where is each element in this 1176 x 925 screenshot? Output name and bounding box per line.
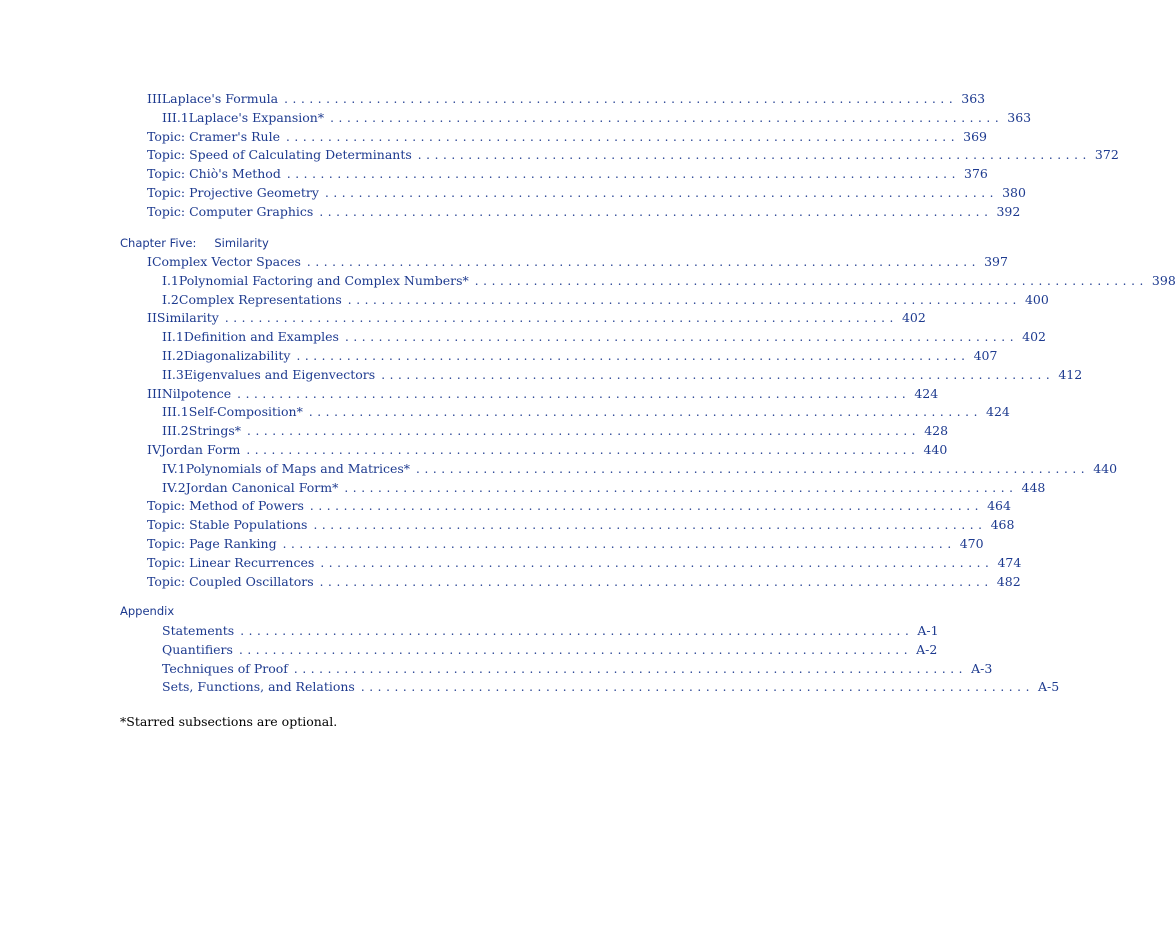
toc-entry-page: 402: [901, 310, 926, 326]
toc-entry-title: Complex Representations: [179, 290, 348, 309]
toc-entry-page: 464: [987, 498, 1011, 514]
toc-entry-page: 363: [961, 91, 986, 106]
toc-entry-page: 424: [986, 404, 1010, 420]
toc-entry-page: 402: [1022, 329, 1046, 345]
toc-entry-page: 369: [963, 128, 987, 144]
chapter-title: Similarity: [214, 236, 269, 250]
toc-entry[interactable]: [162, 677, 1060, 696]
toc-entry-page: 468: [990, 517, 1015, 533]
toc-entry[interactable]: [162, 271, 1176, 290]
toc-entry-title: Polynomial Factoring and Complex Numbers*: [179, 271, 475, 290]
toc-entry-title: Topic: Coupled Oscillators: [147, 572, 320, 591]
toc-entry-number: IV.1: [162, 460, 186, 476]
toc-entry[interactable]: [147, 308, 926, 327]
toc-entry-title: Topic: Method of Powers: [147, 496, 310, 515]
toc-entry-title: Nilpotence: [162, 384, 237, 403]
toc-entry-title: Complex Vector Spaces: [152, 252, 307, 271]
toc-entry[interactable]: [162, 421, 949, 440]
toc-entry[interactable]: [162, 478, 1046, 497]
dot-leader: ................................................................................: [224, 311, 898, 326]
toc-entry[interactable]: [147, 89, 986, 108]
toc-entry[interactable]: [147, 440, 948, 459]
toc-entry-page: 398: [1151, 272, 1176, 288]
toc-entry[interactable]: [162, 459, 1118, 478]
toc-entry-number: IV.2: [162, 479, 186, 495]
toc-entry-page: 400: [1024, 291, 1049, 307]
toc-entry-page: 380: [1002, 185, 1026, 200]
toc-entry-number: IV: [147, 442, 161, 457]
toc-entry[interactable]: [162, 659, 993, 678]
dot-leader: ................................................................................: [347, 292, 1021, 307]
toc-entry[interactable]: [162, 365, 1083, 384]
toc-entry-title: Polynomials of Maps and Matrices*: [186, 459, 416, 478]
toc-entry-title: Definition and Examples: [184, 327, 345, 346]
toc-entry[interactable]: [162, 327, 1046, 346]
toc-entry-title: Self-Composition*: [189, 402, 309, 421]
toc-entry-page: 372: [1094, 147, 1119, 163]
dot-leader: ................................................................................: [293, 661, 968, 676]
toc-entry-title: Statements: [162, 621, 240, 640]
toc-entry-page: A-1: [917, 623, 939, 638]
dot-leader: ................................................................................: [381, 367, 1055, 382]
dot-leader: ................................................................................: [313, 518, 987, 533]
dot-leader: ................................................................................: [309, 499, 984, 514]
dot-leader: ................................................................................: [319, 574, 993, 589]
dot-leader: ................................................................................: [306, 255, 981, 269]
toc-entry[interactable]: [147, 553, 1022, 572]
toc-entry-title: Diagonalizability: [184, 346, 297, 365]
toc-entry-page: 428: [924, 423, 949, 439]
toc-entry[interactable]: [147, 145, 1119, 164]
dot-leader: ................................................................................: [286, 167, 960, 182]
toc-entry-number: III.1: [162, 109, 189, 125]
dot-leader: ................................................................................: [344, 330, 1019, 345]
toc-entry-number: III.1: [162, 404, 189, 420]
toc-entry-number: II: [147, 310, 157, 326]
toc-entry[interactable]: [147, 252, 1008, 271]
toc-entry-number: III: [147, 385, 162, 401]
toc-entry-title: Laplace's Expansion*: [189, 108, 330, 127]
toc-entry-title: Topic: Linear Recurrences: [147, 553, 320, 572]
dot-leader: ................................................................................: [320, 555, 994, 570]
toc-entry[interactable]: [162, 621, 939, 640]
dot-leader: ................................................................................: [416, 461, 1090, 476]
toc-entry[interactable]: [147, 164, 988, 183]
dot-leader: ................................................................................: [324, 186, 999, 200]
appendix-label: Appendix: [120, 604, 175, 618]
dot-leader: ................................................................................: [296, 349, 970, 363]
toc-entry-page: 412: [1058, 366, 1083, 382]
toc-entry-title: Topic: Computer Graphics: [147, 202, 319, 221]
toc-entry-page: 440: [923, 442, 948, 457]
toc-entry-title: Sets, Functions, and Relations: [162, 677, 361, 696]
toc-entry[interactable]: [147, 202, 1021, 221]
dot-leader: ................................................................................: [360, 680, 1034, 695]
toc-entry-title: Laplace's Formula: [162, 89, 284, 108]
toc-entry-page: 440: [1093, 460, 1118, 476]
dot-leader: ................................................................................: [284, 92, 958, 106]
footnote: *Starred subsections are optional.: [120, 714, 338, 729]
dot-leader: ................................................................................: [308, 405, 982, 420]
dot-leader: ................................................................................: [330, 110, 1004, 125]
toc-entry-page: A-2: [916, 641, 938, 657]
toc-entry-number: I.1: [162, 272, 179, 288]
toc-entry-title: Topic: Page Ranking: [147, 534, 283, 553]
toc-entry-title: Topic: Stable Populations: [147, 515, 313, 534]
toc-entry-title: Topic: Chiò's Method: [147, 164, 287, 183]
toc-entry[interactable]: [147, 127, 987, 146]
toc-entry-number: II.3: [162, 366, 184, 382]
toc-entry-title: Jordan Form: [161, 440, 246, 459]
toc-entry-title: Topic: Projective Geometry: [147, 183, 325, 202]
toc-entry[interactable]: [147, 572, 1021, 591]
toc-entry-number: III: [147, 91, 162, 106]
toc-entry-title: Eigenvalues and Eigenvectors: [184, 365, 381, 384]
toc-entry-number: I.2: [162, 291, 179, 307]
dot-leader: ................................................................................: [240, 624, 914, 638]
toc-entry-title: Techniques of Proof: [162, 659, 294, 678]
dot-leader: ................................................................................: [417, 148, 1091, 163]
toc-entry-page: 392: [996, 203, 1021, 219]
toc-entry[interactable]: [147, 515, 1015, 534]
toc-entry[interactable]: [162, 402, 1010, 421]
toc-entry-title: Jordan Canonical Form*: [186, 478, 345, 497]
toc-entry-title: Strings*: [189, 421, 247, 440]
dot-leader: ................................................................................: [238, 642, 913, 657]
toc-entry-number: I: [147, 254, 152, 269]
toc-entry-page: A-5: [1038, 679, 1060, 695]
dot-leader: ................................................................................: [285, 129, 960, 144]
dot-leader: ................................................................................: [474, 273, 1148, 288]
dot-leader: ................................................................................: [247, 424, 921, 439]
toc-entry-page: 482: [996, 573, 1021, 589]
toc-entry[interactable]: [147, 496, 1011, 515]
toc-entry[interactable]: [162, 290, 1049, 309]
toc-entry-page: 376: [964, 166, 988, 182]
toc-entry[interactable]: [162, 346, 998, 365]
toc-entry[interactable]: [162, 640, 938, 659]
dot-leader: ................................................................................: [246, 443, 920, 457]
chapter-five-heading[interactable]: [120, 234, 269, 253]
dot-leader: ................................................................................: [237, 386, 911, 401]
appendix-heading[interactable]: [120, 602, 174, 621]
toc-entry-page: 448: [1021, 479, 1046, 495]
dot-leader: ................................................................................: [344, 480, 1018, 495]
toc-entry-title: Quantifiers: [162, 640, 239, 659]
toc-entry-page: 474: [997, 554, 1022, 570]
toc-entry-page: A-3: [971, 660, 993, 676]
toc-entry-page: 397: [984, 254, 1008, 269]
toc-entry-page: 363: [1007, 109, 1032, 125]
toc-entry-page: 424: [914, 385, 939, 401]
toc-entry[interactable]: [162, 108, 1032, 127]
toc-entry-page: 407: [973, 348, 998, 363]
toc-entry-page: 470: [959, 536, 984, 551]
toc-entry-number: III.2: [162, 423, 189, 439]
toc-entry-number: II.1: [162, 329, 184, 345]
toc-entry[interactable]: [147, 534, 984, 553]
dot-leader: ................................................................................: [319, 204, 993, 219]
toc-entry-title: Topic: Cramer's Rule: [147, 127, 286, 146]
toc-entry[interactable]: [147, 183, 1026, 202]
toc-entry-number: II.2: [162, 348, 184, 363]
chapter-label: Chapter Five:: [120, 236, 197, 250]
toc-entry[interactable]: [147, 384, 939, 403]
toc-entry-title: Similarity: [157, 308, 225, 327]
toc-entry-title: Topic: Speed of Calculating Determinants: [147, 145, 418, 164]
dot-leader: ................................................................................: [282, 537, 956, 551]
